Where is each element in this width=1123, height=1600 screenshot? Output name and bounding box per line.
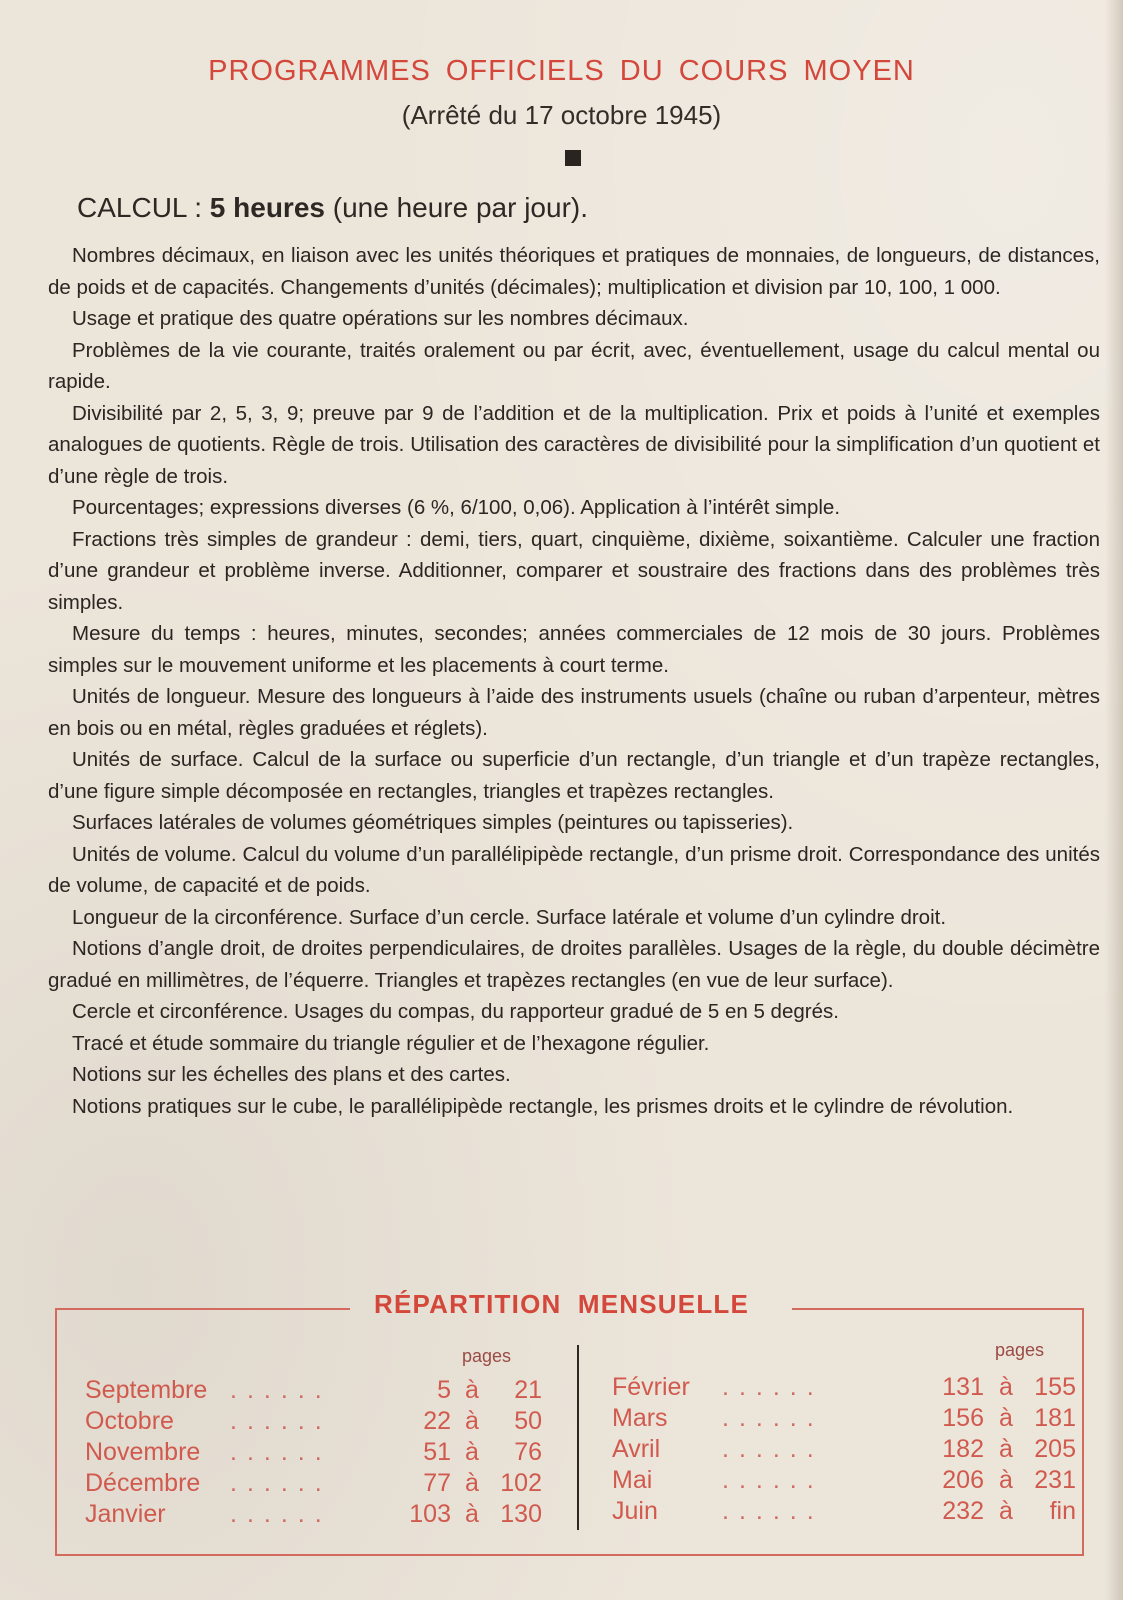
paragraph: Notions sur les échelles des plans et des cartes. [72,1063,511,1086]
month-row-mars [612,1404,1082,1435]
page-to: 181 [1034,1404,1076,1432]
month-name: Février [612,1373,690,1401]
paragraph: Nombres décimaux, en liaison avec les unités théoriques et pratiques de monnaies, de longueurs, de distances, de poids et de capacités. Changements d’unités (décimales); multiplication et division par 10, 100, 1 000. [48,244,1100,299]
month-row-juin [612,1497,1082,1528]
page-from: 206 [942,1466,984,1494]
page-to: 21 [514,1376,542,1404]
month-row-septembre [85,1376,545,1407]
leader-dots: ...... [722,1373,824,1401]
paragraph: Tracé et étude sommaire du triangle régulier et de l’hexagone régulier. [72,1031,710,1055]
page-separator: à [999,1373,1013,1401]
page-from: 103 [409,1500,451,1528]
page-separator: à [465,1469,479,1497]
leader-dots: ...... [722,1497,824,1525]
paragraph: Unités de longueur. Mesure des longueurs à l’aide des instruments usuels (chaîne ou ruban d’arpenteur, mètres en bois ou en métal, règles graduées et réglets). [48,685,1100,740]
page-to: 130 [500,1500,542,1528]
calcul-hours: 5 heures [209,192,325,223]
page-separator: à [999,1435,1013,1463]
page-to: 102 [500,1469,542,1497]
page-from: 232 [942,1497,984,1525]
month-name: Mai [612,1466,653,1494]
page-to: 155 [1034,1373,1076,1401]
paragraph: Cercle et circonférence. Usages du compas, du rapporteur gradué de 5 en 5 degrés. [72,1000,839,1023]
leader-dots: ...... [230,1438,332,1466]
month-row-avril [612,1435,1082,1466]
paragraph: Longueur de la circonférence. Surface d’un cercle. Surface latérale et volume d’un cylindre droit. [72,905,947,929]
page-from: 5 [437,1376,451,1404]
leader-dots: ...... [230,1469,332,1497]
paragraph: Notions d’angle droit, de droites perpendiculaires, de droites parallèles. Usages de la règle, du double décimètre gradué en millimètres, de l’équerre. Triangles et trapèzes rectangles (en vue de leur surface). [48,937,1100,992]
month-row-novembre [85,1438,545,1469]
square-bullet-icon [565,150,581,166]
paragraph: Notions pratiques sur le cube, le parallélipipède rectangle, les prismes droits et le cylindre de révolution. [72,1094,1014,1118]
leader-dots: ...... [230,1500,332,1528]
page-from: 77 [423,1469,451,1497]
month-row-janvier [85,1500,545,1531]
paragraph: Fractions très simples de grandeur : demi, tiers, quart, cinquième, dixième, soixantième. Calculer une fraction d’une grandeur et problème inverse. Additionner, comparer et soustraire des fractions dans des problèmes très simples. [48,527,1100,614]
page-separator: à [999,1497,1013,1525]
month-name: Juin [612,1497,658,1525]
paragraph: Unités de volume. Calcul du volume d’un parallélipipède rectangle, d’un prisme droit. Correspondance des unités de volume, de capacité et de poids. [48,842,1100,897]
page-separator: à [465,1376,479,1404]
month-name: Avril [612,1435,661,1463]
page-separator: à [999,1466,1013,1494]
pages-label-right: pages [995,1340,1045,1360]
page-to: 231 [1034,1466,1076,1494]
page-from: 156 [942,1404,984,1432]
leader-dots: ...... [722,1466,824,1494]
leader-dots: ...... [230,1407,332,1435]
page-to: 76 [514,1438,542,1466]
page-from: 22 [423,1407,451,1435]
paragraph: Pourcentages; expressions diverses (6 %, 6/100, 0,06). Application à l’intérêt simple. [72,496,841,519]
page-separator: à [465,1438,479,1466]
month-row-decembre [85,1469,545,1500]
paragraph: Divisibilité par 2, 5, 3, 9; preuve par 9 de l’addition et de la multiplication. Prix et poids à l’unité et exemples analogues de quotients. Règle de trois. Utilisation des caractères de divisibilité pour la simplification d’un quotient et d’une règle de trois. [48,401,1100,488]
month-name: Octobre [85,1407,174,1435]
page-to: 50 [514,1407,542,1435]
month-name: Mars [612,1404,668,1432]
month-name: Décembre [85,1469,201,1497]
program-text [48,240,1100,1122]
page-from: 131 [942,1373,984,1401]
leader-dots: ...... [722,1404,824,1432]
page-separator: à [999,1404,1013,1432]
paragraph: Surfaces latérales de volumes géométriques simples (peintures ou tapisseries). [72,811,794,834]
page-subtitle: (Arrêté du 17 octobre 1945) [401,100,722,130]
calcul-heading [77,192,588,224]
month-row-mai [612,1466,1082,1497]
month-row-fevrier [612,1373,1082,1404]
paragraph: Problèmes de la vie courante, traités oralement ou par écrit, avec, éventuellement, usage du calcul mental ou rapide. [48,338,1100,393]
paragraph: Mesure du temps : heures, minutes, secondes; années commerciales de 12 mois de 30 jours. Problèmes simples sur le mouvement uniforme et les placements à court terme. [48,622,1100,677]
pages-label-left: pages [462,1346,512,1366]
page-to: fin [1049,1497,1076,1525]
month-name: Septembre [85,1376,208,1404]
page-separator: à [465,1407,479,1435]
calcul-label: CALCUL : [77,192,203,223]
page-title: PROGRAMMES OFFICIELS DU COURS MOYEN [208,55,915,87]
page-from: 182 [942,1435,984,1463]
calcul-detail: (une heure par jour). [332,192,589,223]
month-row-octobre [85,1407,545,1438]
paragraph: Unités de surface. Calcul de la surface ou superficie d’un rectangle, d’un triangle et d’un trapèze rectangles, d’une figure simple décomposée en rectangles, triangles et trapèzes rectangles. [48,748,1100,803]
paragraph: Usage et pratique des quatre opérations sur les nombres décimaux. [72,307,689,330]
repartition-title: RÉPARTITION MENSUELLE [373,1289,750,1319]
page-separator: à [465,1500,479,1528]
leader-dots: ...... [722,1435,824,1463]
page-to: 205 [1034,1435,1076,1463]
page-from: 51 [423,1438,451,1466]
month-name: Janvier [85,1500,166,1528]
month-name: Novembre [85,1438,201,1466]
leader-dots: ...... [230,1376,332,1404]
column-divider [577,1345,579,1530]
page-edge-shadow [1105,0,1123,1600]
